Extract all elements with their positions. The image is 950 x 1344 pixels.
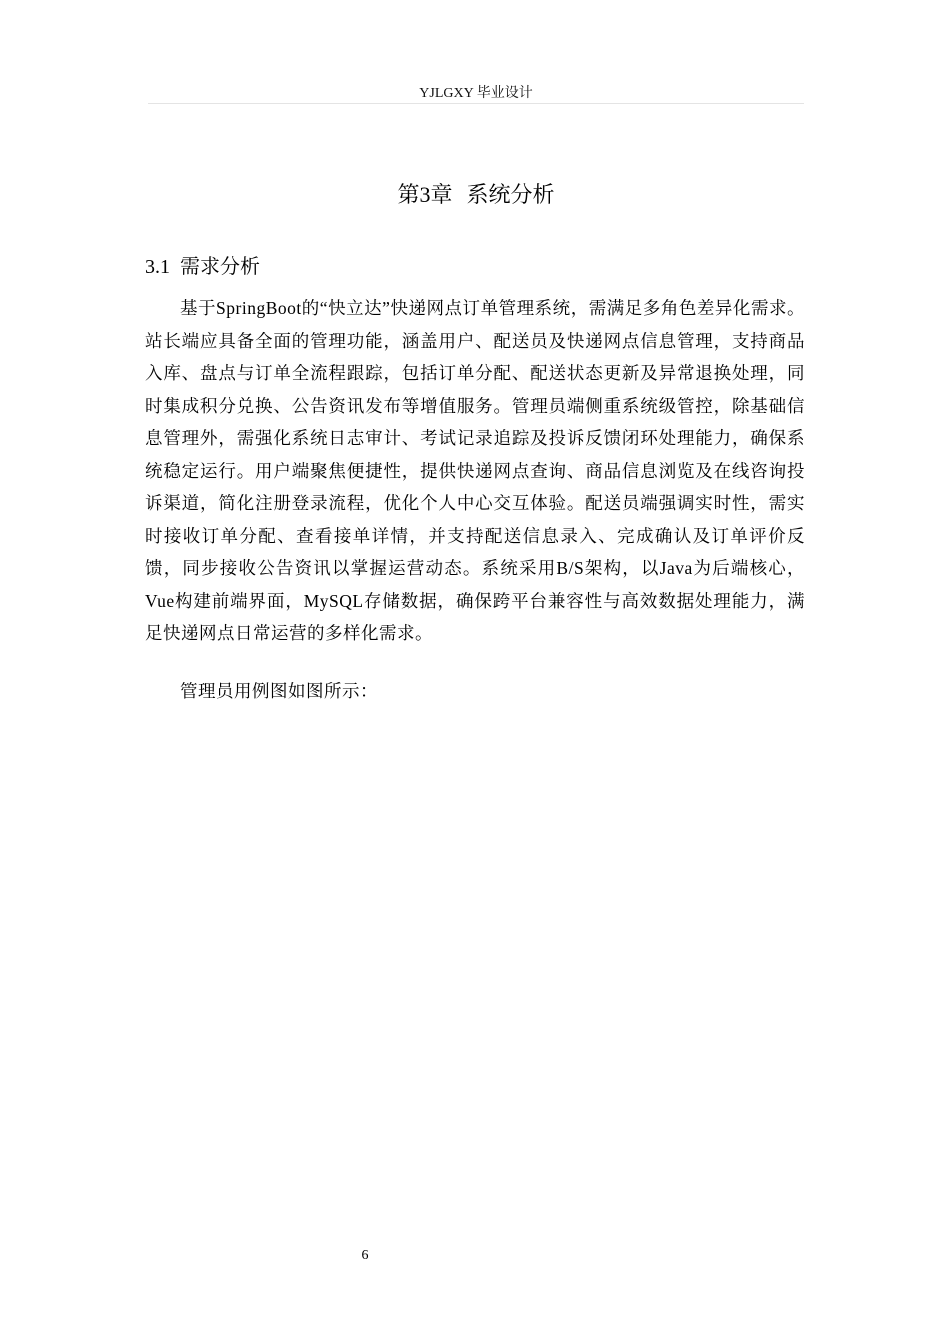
- chapter-number: 3: [419, 182, 431, 207]
- body-paragraph-requirements: 基于SpringBoot的“快立达”快递网点订单管理系统，需满足多角色差异化需求。站长端应具备全面的管理功能，涵盖用户、配送员及快递网点信息管理，支持商品入库、盘点与订单全流程跟踪，包括订单分配、配送状态更新及异常退换处理，同时集成积分兑换、公告资讯发布等增值服务。管理员端侧重系统级管控，除基础信息管理外，需强化系统日志审计、考试记录追踪及投诉反馈闭环处理能力，确保系统稳定运行。用户端聚焦便捷性，提供快递网点查询、商品信息浏览及在线咨询投诉渠道，简化注册登录流程，优化个人中心交互体验。配送员端强调实时性，需实时接收订单分配、查看接单详情，并支持配送信息录入、完成确认及订单评价反馈，同步接收公告资讯以掌握运营动态。系统采用B/S架构，以Java为后端核心，Vue构建前端界面，MySQL存储数据，确保跨平台兼容性与高效数据处理能力，满足快递网点日常运营的多样化需求。: [145, 298, 805, 643]
- section-title: 需求分析: [180, 254, 260, 278]
- section-heading: [145, 251, 260, 282]
- chapter-title: [148, 178, 804, 213]
- body-paragraph-figure-intro: 管理员用例图如图所示：: [180, 681, 378, 701]
- chapter-label-suffix: 章: [430, 183, 453, 208]
- chapter-title-text: 系统分析: [466, 183, 555, 208]
- header-divider: [148, 103, 804, 104]
- running-header: YJLGXY 毕业设计: [419, 86, 533, 101]
- page-number: 6: [361, 1248, 369, 1263]
- chapter-label-prefix: 第: [397, 183, 420, 208]
- section-number: 3.1: [145, 256, 170, 278]
